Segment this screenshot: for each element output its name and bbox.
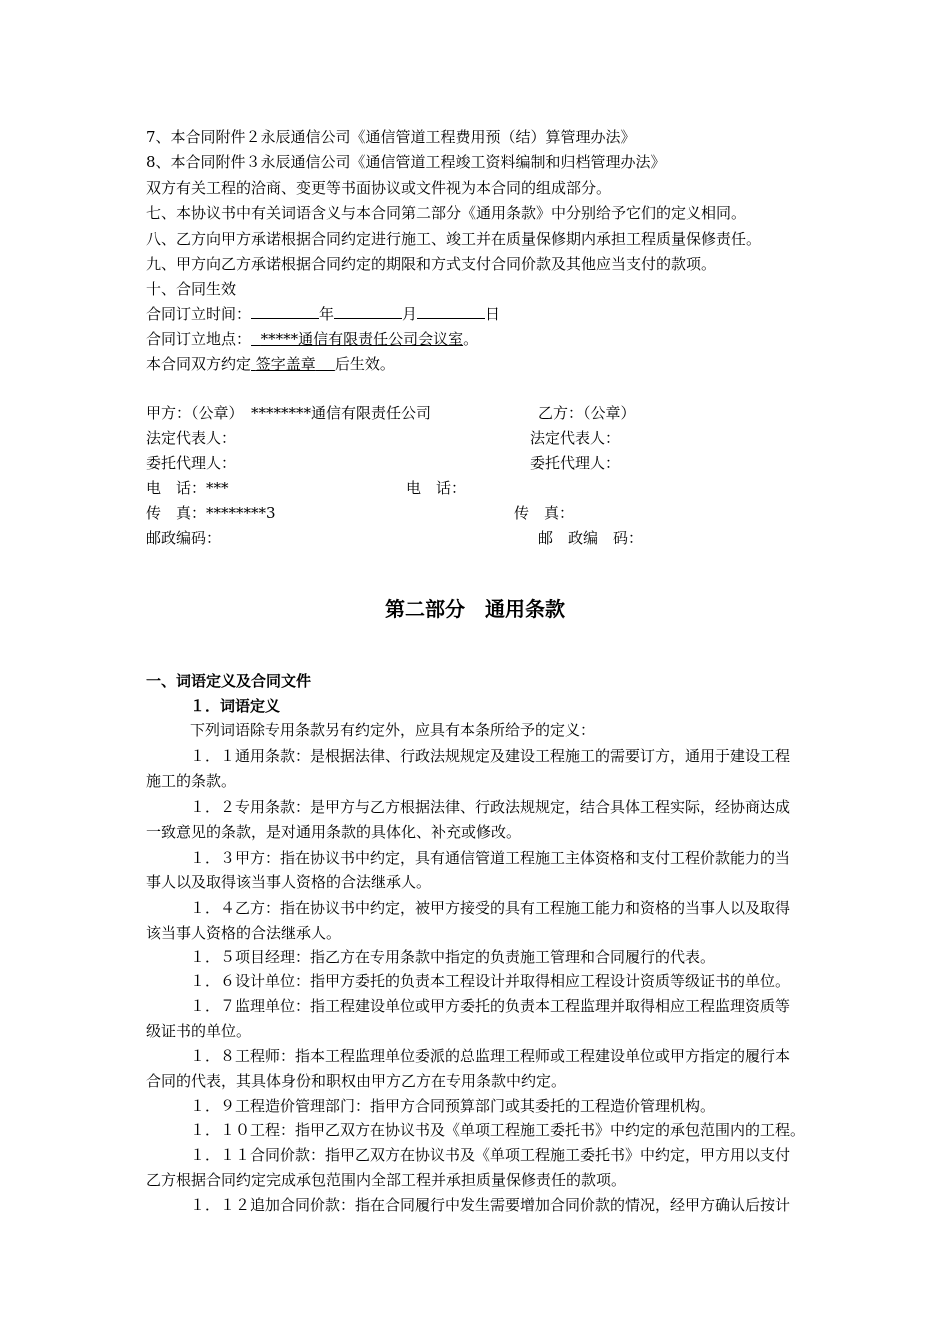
definition-line: １．２专用条款：是甲方与乙方根据法律、行政法规规定，结合具体工程实际，经协商达成 xyxy=(190,798,791,816)
party-a-rep: 法定代表人： xyxy=(146,429,237,447)
definition-line: １．９工程造价管理部门：指甲方合同预算部门或其委托的工程造价管理机构。 xyxy=(190,1097,716,1115)
year-blank xyxy=(251,304,319,319)
definitions-intro: 下列词语除专用条款另有约定外，应具有本条所给予的定义： xyxy=(190,721,596,739)
definition-line: １．３甲方：指在协议书中约定，具有通信管道工程施工主体资格和支付工程价款能力的当 xyxy=(190,849,791,867)
definition-line: １．１通用条款：是根据法律、行政法规规定及建设工程施工的需要订方，通用于建设工程 xyxy=(190,747,791,765)
definition-cont: 该当事人资格的合法继承人。 xyxy=(146,924,342,942)
month-blank xyxy=(334,304,402,319)
party-b-agent: 委托代理人： xyxy=(530,454,621,472)
definition-cont: 事人以及取得该当事人资格的合法继承人。 xyxy=(146,873,432,891)
annex-item-8: 8、本合同附件３永辰通信公司《通信管道工程竣工资料编制和归档管理办法》 xyxy=(146,153,666,171)
signing-effect xyxy=(146,354,395,374)
sub1-heading: １．词语定义 xyxy=(190,697,281,715)
clause-7: 七、本协议书中有关词语含义与本合同第二部分《通用条款》中分别给予它们的定义相同。 xyxy=(146,204,747,222)
definition-line: １．７监理单位：指工程建设单位或甲方委托的负责本工程监理并取得相应工程监理资质等 xyxy=(190,997,791,1015)
effect-value-text: 签字盖章 xyxy=(255,355,316,373)
party-b-header: 乙方：（公章） xyxy=(538,404,636,422)
party-b-rep: 法定代表人： xyxy=(530,429,621,447)
party-a-fax: 传 真：********3 xyxy=(146,504,276,522)
annex-item-7: 7、本合同附件２永辰通信公司《通信管道工程费用预（结）算管理办法》 xyxy=(146,128,636,146)
definition-cont: 一致意见的条款，是对通用条款的具体化、补充或修改。 xyxy=(146,823,522,841)
definition-line: １．５项目经理：指乙方在专用条款中指定的负责施工管理和合同履行的代表。 xyxy=(190,948,716,966)
effect-prefix: 本合同双方约定 xyxy=(146,355,252,373)
party-a-header: 甲方：（公章） ********通信有限责任公司 xyxy=(146,404,432,422)
section1-heading: 一、词语定义及合同文件 xyxy=(146,672,312,690)
definition-line: １．４乙方：指在协议书中约定，被甲方接受的具有工程施工能力和资格的当事人以及取得 xyxy=(190,899,791,917)
party-a-zip: 邮政编码： xyxy=(146,529,222,547)
clause-10: 十、合同生效 xyxy=(146,280,237,298)
year-label: 年 xyxy=(319,305,335,323)
signing-place-text: *****通信有限责任公司会议室 xyxy=(260,330,464,348)
day-blank xyxy=(417,304,485,319)
definition-line: １．６设计单位：指甲方委托的负责本工程设计并取得相应工程设计资质等级证书的单位。 xyxy=(190,972,791,990)
definition-line: １．１２追加合同价款：指在合同履行中发生需要增加合同价款的情况，经甲方确认后按计 xyxy=(190,1196,791,1214)
definition-line: １．１０工程：指甲乙双方在协议书及《单项工程施工委托书》中约定的承包范围内的工程。 xyxy=(190,1121,806,1139)
signing-place-end: 。 xyxy=(463,330,479,348)
definition-line: １．１１合同价款：指甲乙双方在协议书及《单项工程施工委托书》中约定，甲方用以支付 xyxy=(190,1146,791,1164)
party-a-agent: 委托代理人： xyxy=(146,454,237,472)
definition-cont: 施工的条款。 xyxy=(146,772,237,790)
signing-place-value xyxy=(251,330,463,348)
signing-time xyxy=(146,304,500,324)
signing-place xyxy=(146,329,478,349)
party-b-zip: 邮 政编 码： xyxy=(538,529,644,547)
definition-cont: 乙方根据合同约定完成承包范围内全部工程并承担质量保修责任的款项。 xyxy=(146,1171,627,1189)
definition-cont: 级证书的单位。 xyxy=(146,1022,252,1040)
month-label: 月 xyxy=(402,305,418,323)
day-label: 日 xyxy=(485,305,501,323)
party-a-phone: 电 话：*** xyxy=(146,479,229,497)
party-b-fax: 传 真： xyxy=(514,504,575,522)
annex-note: 双方有关工程的洽商、变更等书面协议或文件视为本合同的组成部分。 xyxy=(146,179,612,197)
effect-value xyxy=(251,355,335,373)
clause-9: 九、甲方向乙方承诺根据合同约定的期限和方式支付合同价款及其他应当支付的款项。 xyxy=(146,255,717,273)
effect-suffix: 后生效。 xyxy=(334,355,395,373)
part2-title: 第二部分 通用条款 xyxy=(385,597,565,621)
signing-place-label: 合同订立地点： xyxy=(146,330,252,348)
clause-8: 八、乙方向甲方承诺根据合同约定进行施工、竣工并在质量保修期内承担工程质量保修责任。 xyxy=(146,230,762,248)
party-b-phone: 电 话： xyxy=(406,479,467,497)
signing-time-label: 合同订立时间： xyxy=(146,305,252,323)
definition-line: １．８工程师：指本工程监理单位委派的总监理工程师或工程建设单位或甲方指定的履行本 xyxy=(190,1047,791,1065)
definition-cont: 合同的代表，其具体身份和职权由甲方乙方在专用条款中约定。 xyxy=(146,1072,567,1090)
